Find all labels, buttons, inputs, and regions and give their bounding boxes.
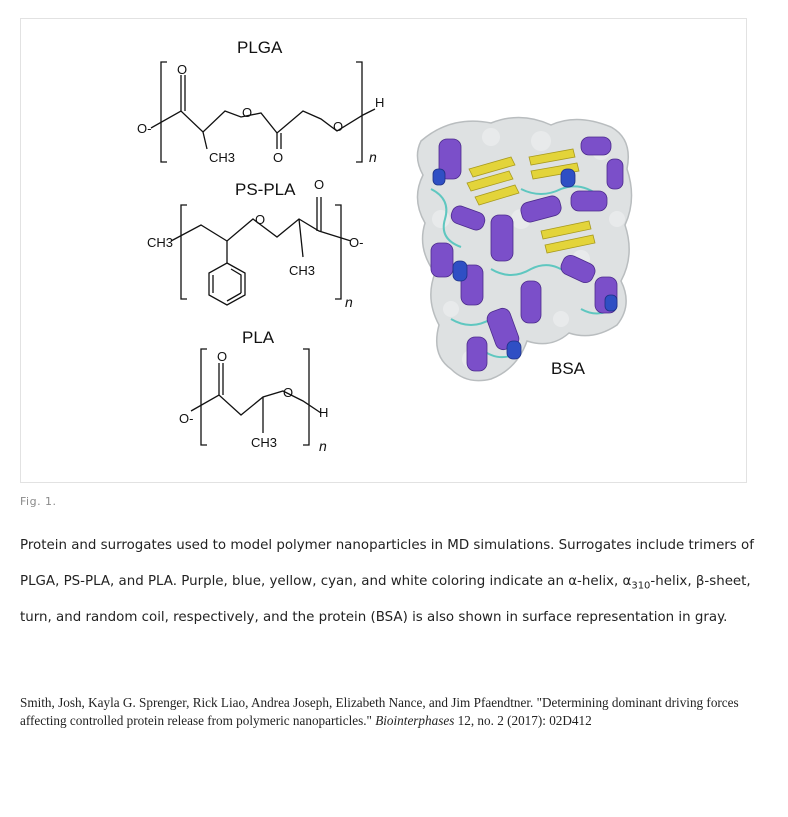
plga-carbonyl-o: O bbox=[177, 62, 188, 77]
figure-caption bbox=[20, 528, 770, 636]
pla-bracket-right bbox=[303, 349, 309, 445]
pla-carbonyl-o: O bbox=[217, 349, 228, 364]
pspla-label: PS-PLA bbox=[235, 180, 296, 199]
caption-subscript: 310 bbox=[631, 580, 651, 592]
plga-bracket-left bbox=[161, 62, 167, 162]
pla-o-minus: O- bbox=[179, 411, 194, 426]
pspla-n: n bbox=[345, 294, 353, 310]
pla-n: n bbox=[319, 438, 327, 454]
caption-part1: Protein and surrogates used to model polymer nanoparticles in MD simulations. Surrogates include trimers of PLGA, PS-PLA, and PLA. Purple, blue, yellow, cyan, and white coloring indicate an α-helix, α bbox=[20, 538, 754, 589]
plga-ester-o: O bbox=[242, 105, 253, 120]
citation bbox=[20, 694, 740, 730]
plga-structure bbox=[151, 62, 375, 162]
pspla-ester-o: O bbox=[255, 212, 266, 227]
phenyl-ring bbox=[209, 263, 245, 305]
plga-n: n bbox=[369, 149, 377, 165]
citation-rest: 12, no. 2 (2017): 02D412 bbox=[454, 713, 592, 728]
pspla-o-minus: O- bbox=[349, 235, 364, 250]
pspla-ch3-left: CH3 bbox=[147, 235, 174, 250]
citation-authors-title: Smith, Josh, Kayla G. Sprenger, Rick Liao, Andrea Joseph, Elizabeth Nance, and Jim Pfaendtner. "Determining dominant driving forces affecting controlled protein release from polymeric nanoparticles." bbox=[20, 695, 739, 728]
figure-panel bbox=[20, 18, 747, 483]
bsa-protein-render bbox=[417, 117, 631, 380]
pspla-ch3: CH3 bbox=[289, 263, 316, 278]
pspla-bracket-right bbox=[335, 205, 341, 299]
plga-ch3: CH3 bbox=[209, 150, 236, 165]
pla-structure bbox=[191, 349, 321, 445]
pla-ch3: CH3 bbox=[251, 435, 278, 450]
plga-ester-o2: O bbox=[333, 119, 344, 134]
pspla-carbonyl-o: O bbox=[314, 177, 325, 192]
pla-label: PLA bbox=[242, 328, 275, 347]
pla-bracket-left bbox=[201, 349, 207, 445]
plga-carbonyl-o2: O bbox=[273, 150, 284, 165]
pla-backbone bbox=[191, 391, 321, 415]
figure-illustration bbox=[21, 19, 748, 484]
citation-journal: Biointerphases bbox=[375, 713, 455, 728]
plga-o-minus: O- bbox=[137, 121, 152, 136]
pspla-bracket-left bbox=[181, 205, 187, 299]
caption-part2: -helix, β-sheet, turn, and random coil, respectively, and the protein (BSA) is also shown in surface representation in gray. bbox=[20, 574, 751, 625]
figure-number: Fig. 1. bbox=[20, 495, 57, 508]
pla-ester-o: O bbox=[283, 385, 294, 400]
plga-h: H bbox=[375, 95, 385, 110]
plga-bracket-right bbox=[356, 62, 362, 162]
plga-label: PLGA bbox=[237, 38, 283, 57]
bsa-label: BSA bbox=[551, 359, 586, 378]
pla-h: H bbox=[319, 405, 329, 420]
